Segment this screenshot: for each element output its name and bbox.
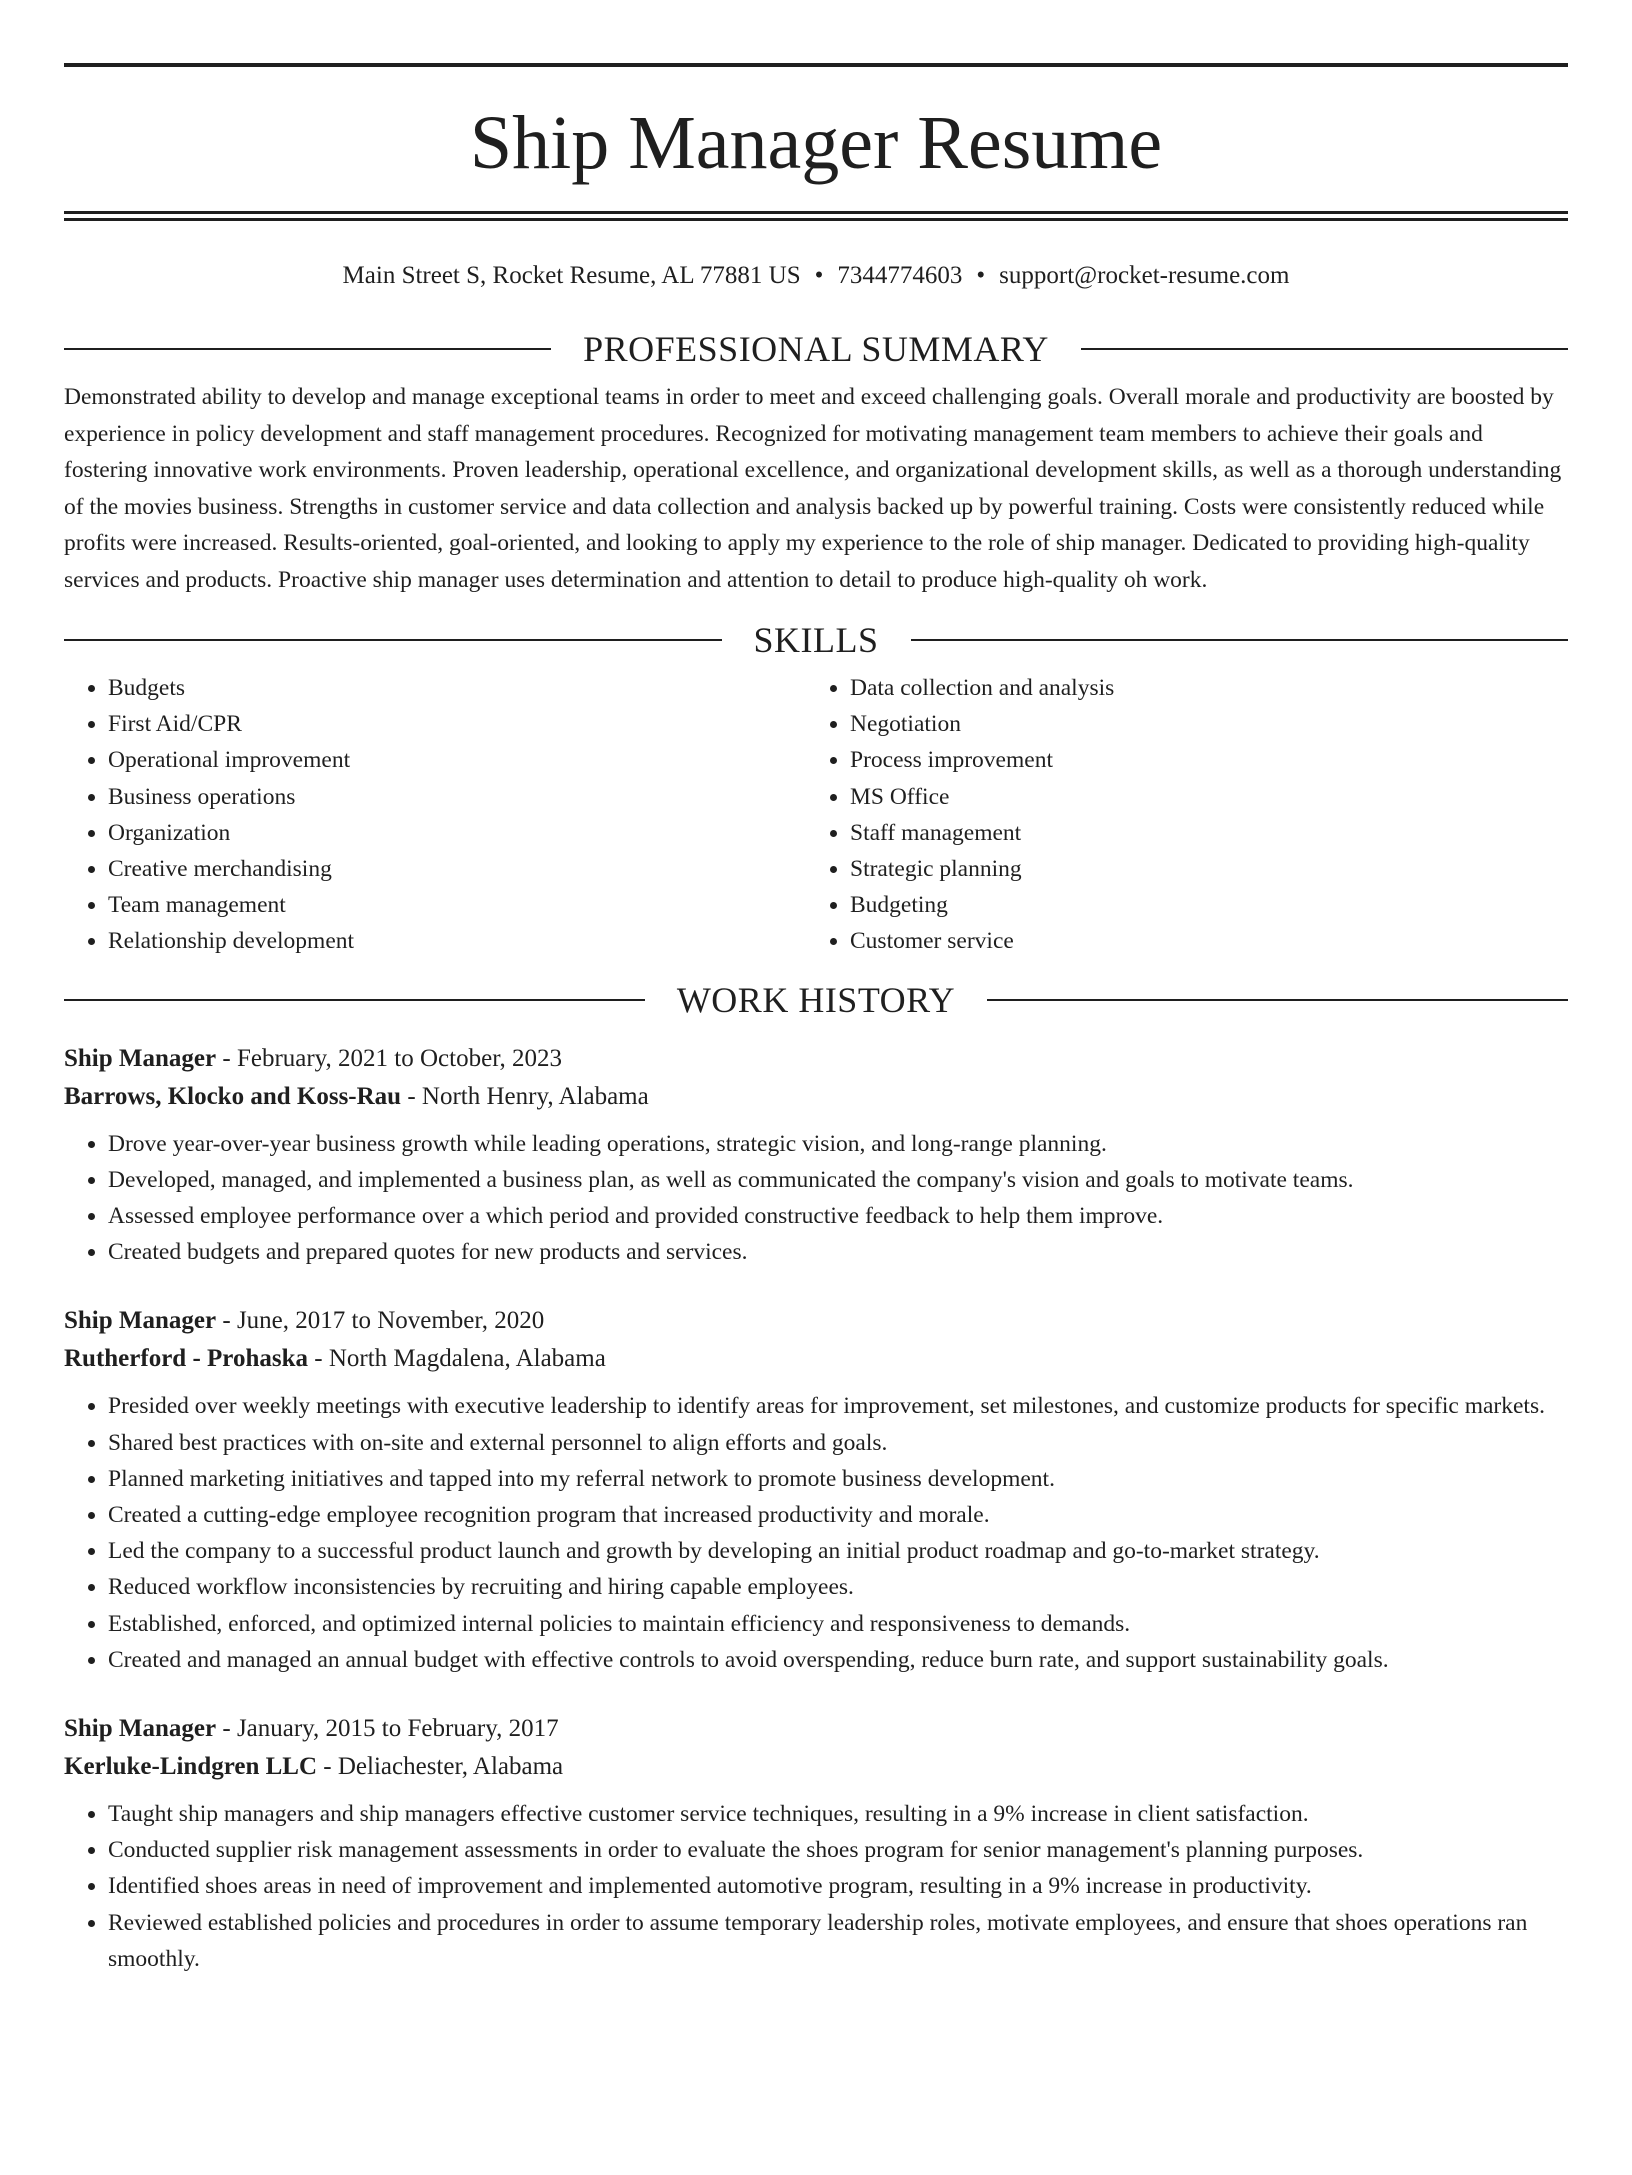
job-company: Rutherford - Prohaska xyxy=(64,1345,308,1373)
job-dates: February, 2021 to October, 2023 xyxy=(236,1044,563,1072)
skills-list-left xyxy=(64,670,806,960)
job-dates: June, 2017 to November, 2020 xyxy=(236,1307,545,1335)
heading-rule-left xyxy=(64,639,722,641)
summary-heading-text: PROFESSIONAL SUMMARY xyxy=(583,329,1049,369)
job-entry xyxy=(64,1710,1568,1977)
contact-line xyxy=(64,261,1568,291)
job-title: Ship Manager xyxy=(64,1307,217,1335)
job-title-line: Ship Manager - February, 2021 to October, 2023 xyxy=(64,1044,563,1072)
job-company: Kerluke-Lindgren LLC xyxy=(64,1753,318,1781)
skill-item: • Data collection and analysis xyxy=(850,670,1548,706)
job-bullet: • Reviewed established policies and procedures in order to assume temporary leadership roles, motivate employees, and ensure that shoes operations ran smoothly. xyxy=(108,1905,1568,1977)
job-title: Ship Manager xyxy=(64,1715,217,1743)
job-company: Barrows, Klocko and Koss-Rau xyxy=(64,1082,402,1110)
job-bullets xyxy=(64,1388,1568,1678)
skill-item: • Operational improvement xyxy=(108,742,806,778)
resume-title: Ship Manager Resume xyxy=(469,101,1163,185)
skill-item: • Process improvement xyxy=(850,742,1548,778)
heading-rule-right xyxy=(987,999,1568,1001)
job-entry xyxy=(64,1040,1568,1271)
skill-item: • MS Office xyxy=(850,779,1548,815)
job-title-line: Ship Manager - January, 2015 to February, 2017 xyxy=(64,1715,559,1743)
job-bullet: • Reduced workflow inconsistencies by recruiting and hiring capable employees. xyxy=(108,1569,1568,1605)
heading-rule-left xyxy=(64,348,551,350)
job-bullet: • Planned marketing initiatives and tapped into my referral network to promote business development. xyxy=(108,1461,1568,1497)
heading-rule-right xyxy=(911,639,1569,641)
job-bullet: • Conducted supplier risk management assessments in order to evaluate the shoes program for senior management's planning purposes. xyxy=(108,1832,1568,1868)
job-location: North Henry, Alabama xyxy=(421,1082,649,1110)
skill-item: • Negotiation xyxy=(850,706,1548,742)
resume-page xyxy=(0,63,1632,2175)
job-bullet: • Presided over weekly meetings with executive leadership to identify areas for improvement, set milestones, and customize products for specific markets. xyxy=(108,1388,1568,1424)
skill-item: • Business operations xyxy=(108,779,806,815)
job-title: Ship Manager xyxy=(64,1044,217,1072)
job-dates: January, 2015 to February, 2017 xyxy=(236,1715,559,1743)
skills-columns xyxy=(64,670,1568,960)
job-company-line: Kerluke-Lindgren LLC - Deliachester, Alabama xyxy=(64,1753,564,1781)
heading-rule-left xyxy=(64,999,645,1001)
job-company-line: Barrows, Klocko and Koss-Rau - North Henry, Alabama xyxy=(64,1082,649,1110)
skill-item: • Staff management xyxy=(850,815,1548,851)
skill-item: • Budgets xyxy=(108,670,806,706)
job-bullets xyxy=(64,1796,1568,1977)
job-bullet: • Shared best practices with on-site and external personnel to align efforts and goals. xyxy=(108,1425,1568,1461)
contact-phone: 7344774603 xyxy=(837,262,963,289)
job-bullet: • Created and managed an annual budget with effective controls to avoid overspending, reduce burn rate, and support sustainability goals. xyxy=(108,1642,1568,1678)
contact-separator: • xyxy=(976,262,986,289)
skills-list-right xyxy=(806,670,1548,960)
job-bullet: • Identified shoes areas in need of improvement and implemented automotive program, resulting in a 9% increase in productivity. xyxy=(108,1868,1568,1904)
skills-heading xyxy=(64,620,1568,660)
job-location: North Magdalena, Alabama xyxy=(328,1345,606,1373)
contact-separator: • xyxy=(814,262,824,289)
skill-item: • Budgeting xyxy=(850,887,1548,923)
job-bullet: • Established, enforced, and optimized internal policies to maintain efficiency and responsiveness to demands. xyxy=(108,1606,1568,1642)
job-title-line: Ship Manager - June, 2017 to November, 2020 xyxy=(64,1307,545,1335)
work-heading-text: WORK HISTORY xyxy=(676,979,956,1020)
skill-item: • Organization xyxy=(108,815,806,851)
job-bullet: • Developed, managed, and implemented a business plan, as well as communicated the company's vision and goals to motivate teams. xyxy=(108,1162,1568,1198)
skills-heading-text: SKILLS xyxy=(753,620,879,660)
job-bullet: • Created a cutting-edge employee recognition program that increased productivity and morale. xyxy=(108,1497,1568,1533)
contact-address: Main Street S, Rocket Resume, AL 77881 US xyxy=(342,262,801,289)
skill-item: • Creative merchandising xyxy=(108,851,806,887)
heading-rule-right xyxy=(1081,348,1568,350)
work-heading xyxy=(64,980,1568,1020)
skill-item: • Strategic planning xyxy=(850,851,1548,887)
summary-heading xyxy=(64,329,1568,369)
job-bullet: • Led the company to a successful product launch and growth by developing an initial product roadmap and go-to-market strategy. xyxy=(108,1533,1568,1569)
skill-item: • First Aid/CPR xyxy=(108,706,806,742)
job-entry xyxy=(64,1302,1568,1678)
job-company-line: Rutherford - Prohaska - North Magdalena, Alabama xyxy=(64,1345,606,1373)
skill-item: • Customer service xyxy=(850,923,1548,959)
job-bullet: • Created budgets and prepared quotes for new products and services. xyxy=(108,1234,1568,1270)
skill-item: • Relationship development xyxy=(108,923,806,959)
job-location: Deliachester, Alabama xyxy=(337,1753,564,1781)
contact-email: support@rocket-resume.com xyxy=(999,262,1290,289)
summary-text: Demonstrated ability to develop and manage exceptional teams in order to meet and exceed challenging goals. Overall morale and productivity are boosted by experience in policy development and staff management procedures. Recognized for motivating management team members to achieve their goals and fostering innovative work environments. Proven leadership, operational excellence, and organizational development skills, as well as a thorough understanding of the movies business. Strengths in customer service and data collection and analysis backed up by powerful training. Costs were consistently reduced while profits were increased. Results-oriented, goal-oriented, and looking to apply my experience to the role of ship manager. Dedicated to providing high-quality services and products. Proactive ship manager uses determination and attention to detail to produce high-quality oh work. xyxy=(64,384,1562,593)
skill-item: • Team management xyxy=(108,887,806,923)
job-bullet: • Taught ship managers and ship managers effective customer service techniques, resulting in a 9% increase in client satisfaction. xyxy=(108,1796,1568,1832)
job-bullet: • Drove year-over-year business growth while leading operations, strategic vision, and long-range planning. xyxy=(108,1126,1568,1162)
title-double-rule xyxy=(64,211,1568,221)
job-bullets xyxy=(64,1126,1568,1271)
job-bullet: • Assessed employee performance over a which period and provided constructive feedback to help them improve. xyxy=(108,1198,1568,1234)
